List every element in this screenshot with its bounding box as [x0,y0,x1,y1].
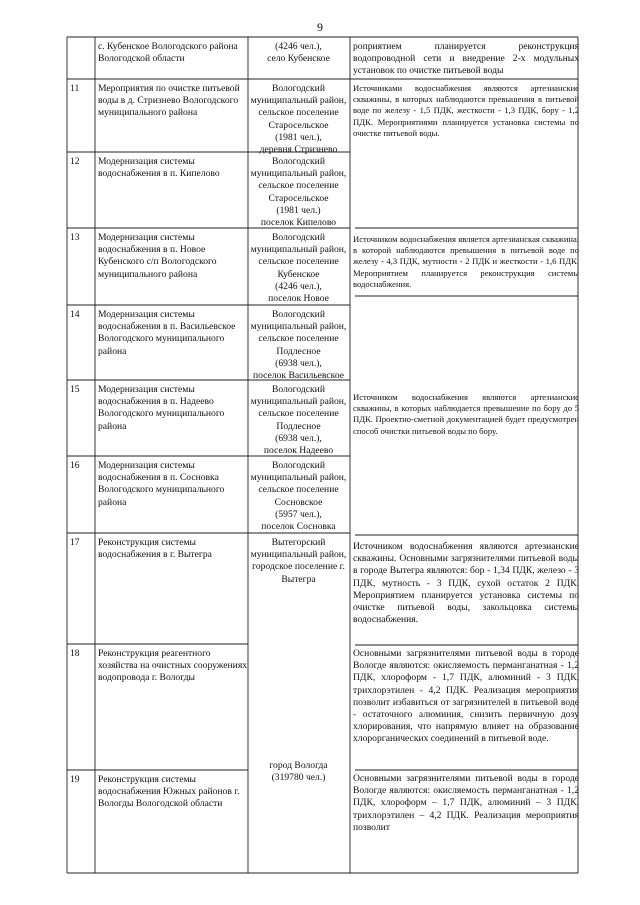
row-name: Реконструкция системы водоснабжения Южных районов г. Вологды Вологодской области [98,774,240,810]
row-description: Источниками водоснабжения являются артезианские скважины, в которых наблюдаются превышения в питьевой воде по железу - 1,5 ПДК, жесткости - 1,3 ПДК, бору - 1,2 ПДК. Мероприятиями планируется установка системы по очистке питьевой воды. [353,83,579,138]
row-name: Реконструкция системы водоснабжения в г. Вытегра [98,537,212,561]
row-number: 18 [70,648,80,659]
row-location: Вытегорский муниципальный район, городское поселение г. Вытегра [250,537,347,585]
row-location: город Вологда (319780 чел.) [269,760,328,784]
row-location: Вологодский муниципальный район, сельское поселение Кубенское (4246 чел.), поселок Новое [250,232,347,305]
row-name: Реконструкция реагентного хозяйства на очистных сооружениях водопровода г. Вологды [98,648,248,684]
row-number: 16 [70,460,80,471]
row-name: Мероприятия по очистке питьевой воды в д. Стризнево Вологодского муниципального района [98,83,240,119]
row-name: Модернизация системы водоснабжения в п. Васильевское Вологодского муниципального района [98,309,236,357]
row-description: Основными загрязнителями питьевой воды в городе Вологде являются: окисляемость перманганатная - 1,2 ПДК, хлороформ - 1,7 ПДК, алюминий - 3 ПДК, трихлорэтилен - 4,2 ПДК. Реализация мероприятия позволит избавиться от загрязнителей в питьевой воде - остаточного алюминия, снизить первичную дозу хлорирования, что напрямую влияет на образование хлорорганических соединений в питьевой воде. [353,648,579,745]
row-location: Вологодский муниципальный район, сельское поселение Подлесное (6938 чел.), поселок Васильевское [250,309,347,382]
row-description: Источником водоснабжения являются артезианские скважины, в которых наблюдается превышение по бору до 5 ПДК. Проектно-сметной документацией будет предусмотрен способ очистки питьевой воды по бору. [353,392,579,436]
row-location: (4246 чел.), село Кубенское [267,41,330,65]
row-number: 11 [70,83,80,94]
row-number: 12 [70,156,80,167]
row-location: Вологодский муниципальный район, сельское поселение Старосельское (1981 чел.), деревня Стризнево [250,83,347,156]
row-number: 17 [70,537,80,548]
row-description: Источником водоснабжения является артезианская скважина, в которой наблюдаются превышения в питьевой воде по железу - 4,3 ПДК, мутности - 2 ПДК и жесткости - 1,6 ПДК. Мероприятием планируется реконструкция системы водоснабжения. [353,234,579,289]
page-number: 9 [317,20,323,34]
row-number: 13 [70,232,80,243]
row-name: с. Кубенское Вологодского района Вологодской области [98,41,238,65]
row-location: Вологодский муниципальный район, сельское поселение Сосновское (5957 чел.), поселок Сосновка [250,460,347,533]
row-name: Модернизация системы водоснабжения в п. Надеево Вологодского муниципального района [98,384,225,432]
row-location: Вологодский муниципальный район, сельское поселение Подлесное (6938 чел.), поселок Надеево [250,384,347,457]
row-description: роприятием планируется реконструкция водопроводной сети и внедрение 2-х модульных установок по очистке питьевой воды [353,41,579,77]
row-number: 14 [70,309,80,320]
row-name: Модернизация системы водоснабжения в п. Новое Кубенского с/п Вологодского муниципального района [98,232,217,280]
row-number: 15 [70,384,80,395]
row-description: Источником водоснабжения являются артезианские скважины. Основными загрязнителями питьевой воды в городе Вытегра являются: бор - 1,34 ПДК, железо - 3 ПДК, мутность - 3 ПДК, сухой остаток 2 ПДК. Мероприятием планируется установка системы по очистке питьевой воды, закольцовка системы водоснабжения. [353,541,579,626]
row-name: Модернизация системы водоснабжения в п. Сосновка Вологодского муниципального района [98,460,225,508]
row-location: Вологодский муниципальный район, сельское поселение Старосельское (1981 чел.) поселок Кипелово [250,156,347,229]
row-number: 19 [70,774,80,785]
row-name: Модернизация системы водоснабжения в п. Кипелово [98,156,220,180]
list-item [98,41,248,65]
row-description: Основными загрязнителями питьевой воды в городе Вологде являются: окисляемость перманганатная - 1,2 ПДК, хлороформ – 1,7 ПДК, алюминий – 3 ПДК, трихлорэтилен – 4,2 ПДК. Реализация мероприятия позволит [353,773,579,833]
